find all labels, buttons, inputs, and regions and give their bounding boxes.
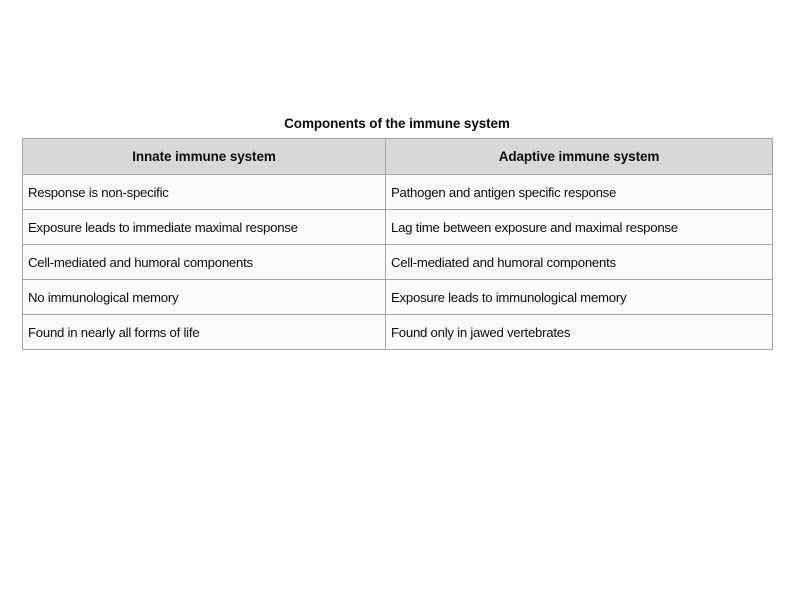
table-header-row <box>23 139 773 175</box>
table-row <box>23 245 773 280</box>
table-title: Components of the immune system <box>284 116 510 131</box>
column-header-adaptive-immune-system: Adaptive immune system <box>386 139 773 175</box>
immune-system-table-figure <box>22 116 772 350</box>
column-header-innate-immune-system: Innate immune system <box>23 139 386 175</box>
table-body <box>23 175 773 350</box>
cell-innate: Found in nearly all forms of life <box>23 315 386 350</box>
cell-innate: No immunological memory <box>23 280 386 315</box>
cell-adaptive: Pathogen and antigen specific response <box>386 175 773 210</box>
cell-innate: Response is non-specific <box>23 175 386 210</box>
table-header <box>23 139 773 175</box>
table-row <box>23 315 773 350</box>
table-row <box>23 280 773 315</box>
components-of-immune-system-table <box>22 138 773 350</box>
table-row <box>23 210 773 245</box>
cell-adaptive: Found only in jawed vertebrates <box>386 315 773 350</box>
cell-innate: Exposure leads to immediate maximal response <box>23 210 386 245</box>
cell-adaptive: Lag time between exposure and maximal response <box>386 210 773 245</box>
cell-innate: Cell-mediated and humoral components <box>23 245 386 280</box>
cell-adaptive: Cell-mediated and humoral components <box>386 245 773 280</box>
cell-adaptive: Exposure leads to immunological memory <box>386 280 773 315</box>
table-row <box>23 175 773 210</box>
